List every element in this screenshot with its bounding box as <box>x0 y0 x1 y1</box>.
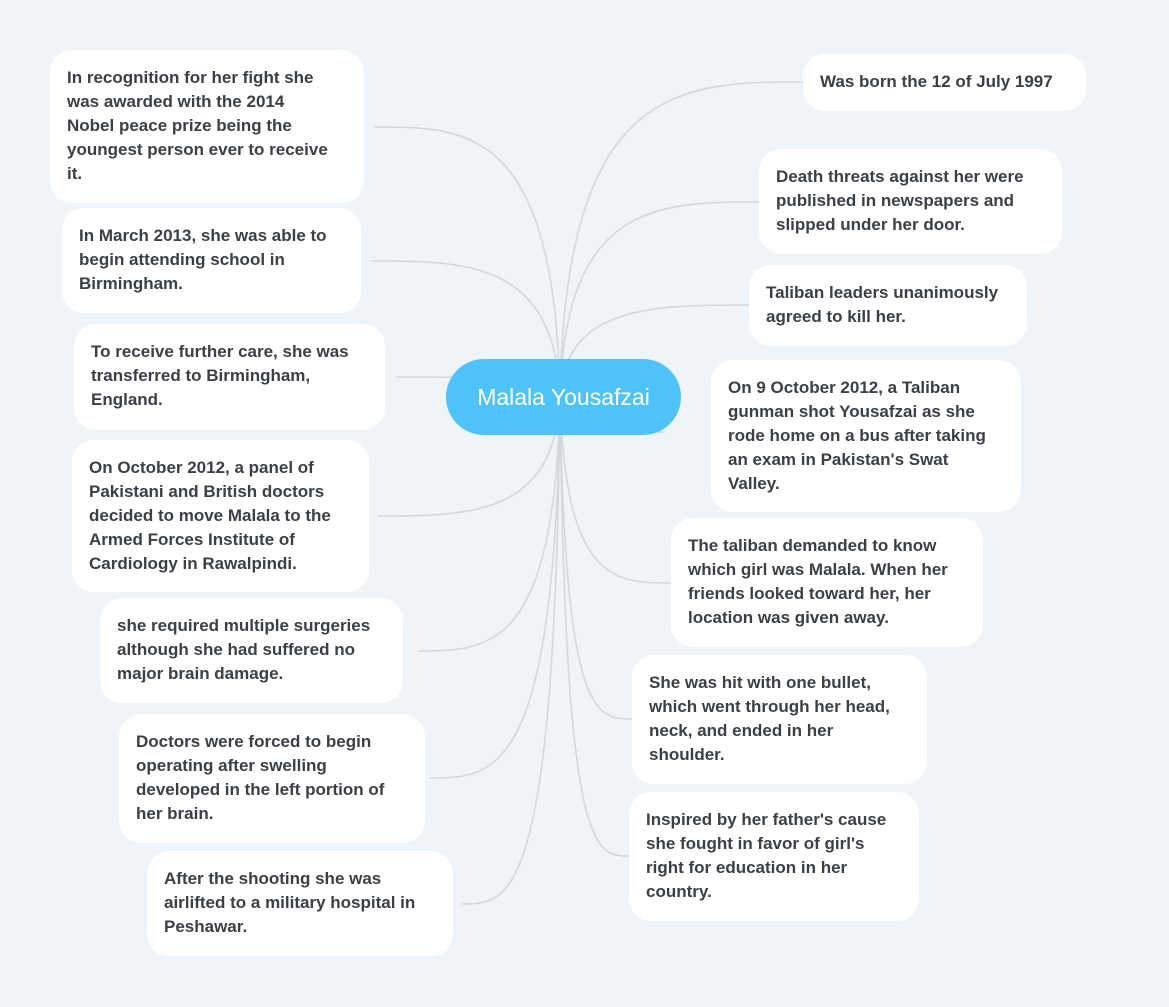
topic-text-line: youngest person ever to receive <box>67 140 328 159</box>
left-topic-2[interactable] <box>62 208 361 313</box>
topic-text-line: slipped under her door. <box>776 215 965 234</box>
left-topic-7[interactable] <box>147 851 453 956</box>
topic-text-line: operating after swelling <box>136 756 327 775</box>
topic-text-line: friends looked toward her, her <box>688 584 931 603</box>
topic-text-line: was awarded with the 2014 <box>67 92 285 111</box>
topic-text-line: On 9 October 2012, a Taliban <box>728 378 961 397</box>
topic-text-line: airlifted to a military hospital in <box>164 893 416 912</box>
topic-text-line: Was born the 12 of July 1997 <box>820 72 1053 91</box>
left-topic-3[interactable] <box>74 324 385 430</box>
topic-text-line: rode home on a bus after taking <box>728 426 986 445</box>
topic-text-line: Death threats against her were <box>776 167 1024 186</box>
left-topic-1[interactable] <box>50 50 364 203</box>
topic-text-line: Armed Forces Institute of <box>89 530 295 549</box>
topic-text-line: shoulder. <box>649 745 725 764</box>
topic-text-line: major brain damage. <box>117 664 284 683</box>
topic-text-line: On October 2012, a panel of <box>89 458 314 477</box>
topic-text-line: which girl was Malala. When her <box>688 560 948 579</box>
topic-text-line: The taliban demanded to know <box>688 536 937 555</box>
topic-text-line: After the shooting she was <box>164 869 382 888</box>
topic-text-line: she required multiple surgeries <box>117 616 371 635</box>
topic-text-line: Birmingham. <box>79 274 183 293</box>
right-topic-7[interactable] <box>629 792 919 921</box>
topic-text-line: developed in the left portion of <box>136 780 385 799</box>
topic-text-line: her brain. <box>136 804 214 823</box>
topic-text-line: England. <box>91 390 163 409</box>
topic-text-line: Inspired by her father's cause <box>646 810 887 829</box>
topic-text-line: which went through her head, <box>649 697 890 716</box>
right-topic-2[interactable] <box>759 149 1062 254</box>
topic-text-line: agreed to kill her. <box>766 307 906 326</box>
central-topic[interactable] <box>446 359 681 435</box>
topic-text-line: begin attending school in <box>79 250 285 269</box>
right-topic-3[interactable] <box>749 265 1027 346</box>
right-topic-5[interactable] <box>671 518 983 647</box>
topic-text-line: Pakistani and British doctors <box>89 482 325 501</box>
topic-text-line: She was hit with one bullet, <box>649 673 871 692</box>
topic-text-line: right for education in her <box>646 858 848 877</box>
topic-text-line: In recognition for her fight she <box>67 68 314 87</box>
right-topic-4[interactable] <box>711 360 1021 512</box>
topic-text-line: decided to move Malala to the <box>89 506 331 525</box>
topic-text-line: she fought in favor of girl's <box>646 834 865 853</box>
topic-text-line: published in newspapers and <box>776 191 1015 210</box>
central-topic-label: Malala Yousafzai <box>477 383 650 410</box>
topic-text-line: In March 2013, she was able to <box>79 226 327 245</box>
left-topic-5[interactable] <box>100 598 403 703</box>
topic-text-line: an exam in Pakistan's Swat <box>728 450 949 469</box>
connector-line <box>430 397 560 778</box>
topic-text-line: country. <box>646 882 712 901</box>
left-topic-4[interactable] <box>72 440 369 592</box>
topic-text-line: Peshawar. <box>164 917 248 936</box>
topic-text-line: although she had suffered no <box>117 640 356 659</box>
topic-text-line: Doctors were forced to begin <box>136 732 372 751</box>
topic-text-line: neck, and ended in her <box>649 721 834 740</box>
right-topic-1[interactable] <box>803 54 1086 111</box>
right-topic-6[interactable] <box>632 655 927 784</box>
topic-text-line: it. <box>67 164 83 183</box>
topic-text-line: Nobel peace prize being the <box>67 116 292 135</box>
topic-text-line: To receive further care, she was <box>91 342 349 361</box>
topic-text-line: Cardiology in Rawalpindi. <box>89 554 297 573</box>
topic-text-line: Valley. <box>728 474 780 493</box>
connector-line <box>560 397 629 856</box>
connector-line <box>462 397 560 904</box>
left-topic-6[interactable] <box>119 714 425 843</box>
topic-text-line: transferred to Birmingham, <box>91 366 311 385</box>
topic-text-line: location was given away. <box>688 608 889 627</box>
topic-text-line: Taliban leaders unanimously <box>766 283 999 302</box>
connector-line <box>418 397 560 651</box>
topic-text-line: gunman shot Yousafzai as she <box>728 402 975 421</box>
